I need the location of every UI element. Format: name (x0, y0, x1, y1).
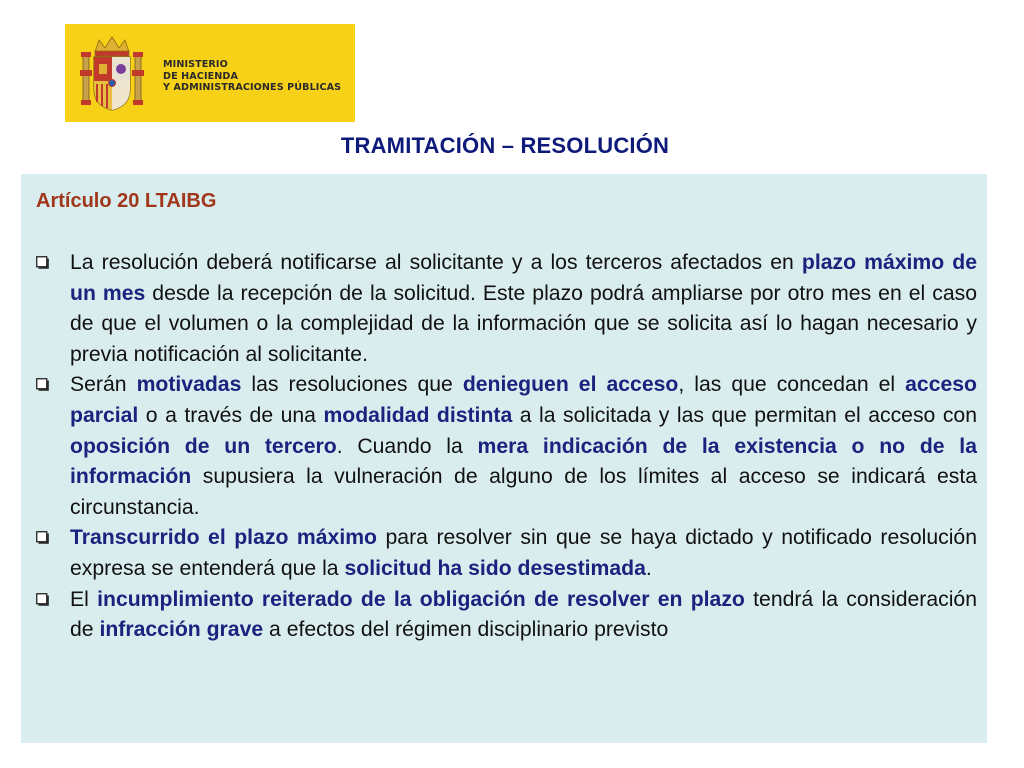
emphasized-text: incumplimiento reiterado de la obligación de resolver en plazo (97, 587, 745, 611)
checkbox-bullet-icon (36, 256, 49, 269)
emphasized-text: Transcurrido el plazo máximo (70, 526, 377, 550)
bullet-text: El (70, 587, 98, 611)
bullet-text: o a través de una (138, 403, 324, 427)
emphasized-text: modalidad distinta (323, 403, 513, 427)
bullet-text: desde la recepción de la solicitud. Este plazo podrá ampliarse por otro mes en el caso de que el volumen o la complejidad de la información que se solicita así lo hagan necesario y previa notificación al solicitante. (70, 281, 977, 366)
bullet-text: . (645, 556, 652, 580)
bullet-text: . Cuando la (336, 434, 478, 458)
article-heading: Artículo 20 LTAIBG (36, 190, 217, 212)
content-box (21, 174, 987, 743)
ministry-name (163, 59, 341, 94)
checkbox-bullet-icon (36, 531, 49, 544)
bullet-text: a efectos del régimen disciplinario previsto (263, 618, 669, 642)
ministry-line-1: MINISTERIO (163, 59, 228, 70)
bullet-item (36, 585, 977, 646)
checkbox-bullet-icon (36, 593, 49, 606)
emphasized-text: mera indicación de la existencia o no de la información (70, 434, 977, 489)
checkbox-bullet-icon (36, 378, 49, 391)
bullet-list (36, 248, 977, 646)
emphasized-text: acceso parcial (70, 373, 977, 427)
emphasized-text: plazo máximo de un mes (70, 251, 977, 305)
spacer (36, 214, 977, 248)
bullet-text: , las que concedan el (678, 373, 906, 397)
bullet-item (36, 523, 977, 584)
emphasized-text: denieguen el acceso (462, 373, 679, 397)
emphasized-text: infracción grave (99, 618, 264, 642)
ministry-line-2: DE HACIENDA (163, 70, 238, 82)
coat-of-arms-icon (77, 34, 147, 114)
bullet-text: La resolución deberá notificarse al solicitante y a los terceros afectados en (70, 251, 802, 274)
bullet-text: las resoluciones que (241, 373, 463, 397)
bullet-item (36, 370, 977, 523)
bullet-text: supusiera la vulneración de alguno de los límites al acceso se indicará esta circunstancia. (70, 465, 977, 519)
slide-title: TRAMITACIÓN – RESOLUCIÓN (340, 133, 670, 158)
bullet-text: tendrá la consideración de (70, 587, 977, 642)
bullet-text: a la solicitada y las que permitan el acceso con (512, 403, 977, 427)
emphasized-text: oposición de un tercero (70, 434, 337, 458)
emphasized-text: solicitud ha sido desestimada (344, 556, 646, 580)
bullet-text: Serán (70, 373, 137, 397)
emphasized-text: motivadas (136, 373, 242, 397)
ministry-logo (65, 24, 355, 122)
ministry-line-3: Y ADMINISTRACIONES PÚBLICAS (163, 82, 342, 93)
bullet-item (36, 248, 977, 370)
bullet-text: para resolver sin que se haya dictado y notificado resolución expresa se entenderá que la (70, 526, 977, 580)
